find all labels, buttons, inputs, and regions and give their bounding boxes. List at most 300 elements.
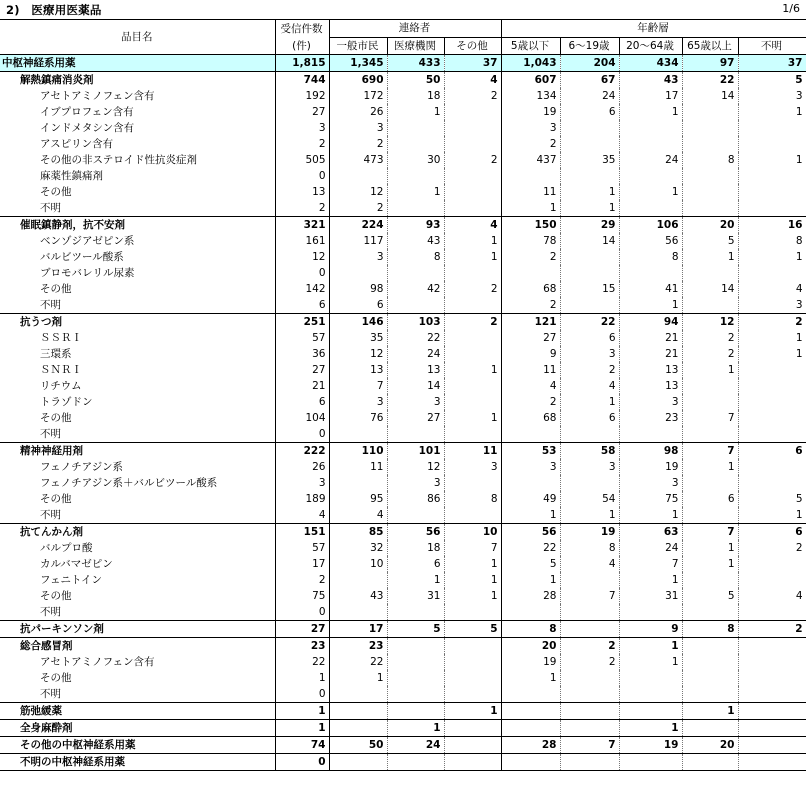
cell-public bbox=[329, 686, 387, 703]
cell-age20-64: 31 bbox=[619, 588, 682, 604]
cell-age6-19: 8 bbox=[560, 540, 619, 556]
cell-age65plus bbox=[682, 426, 738, 443]
cell-age-unknown: 4 bbox=[738, 588, 806, 604]
cell-age20-64: 21 bbox=[619, 330, 682, 346]
cell-age6-19: 6 bbox=[560, 104, 619, 120]
cell-age-unknown: 8 bbox=[738, 233, 806, 249]
cell-under5: 150 bbox=[501, 217, 560, 234]
cell-age-unknown bbox=[738, 426, 806, 443]
row-label: その他 bbox=[40, 672, 72, 684]
row-label: 精神神経用剤 bbox=[0, 443, 275, 460]
cell-under5: 1 bbox=[501, 572, 560, 588]
cell-age20-64 bbox=[619, 168, 682, 184]
cell-age6-19: 1 bbox=[560, 200, 619, 217]
cell-age6-19: 204 bbox=[560, 55, 619, 72]
row-label: 筋弛緩薬 bbox=[0, 703, 275, 720]
cell-age20-64: 1 bbox=[619, 184, 682, 200]
cell-age6-19: 19 bbox=[560, 524, 619, 541]
cell-age-unknown bbox=[738, 120, 806, 136]
cell-age6-19: 1 bbox=[560, 507, 619, 524]
row-label: その他 bbox=[40, 590, 72, 602]
cell-under5: 1,043 bbox=[501, 55, 560, 72]
subcategory-row bbox=[0, 120, 806, 136]
row-label: 三環系 bbox=[40, 348, 72, 360]
cell-other bbox=[444, 120, 501, 136]
cell-age6-19: 7 bbox=[560, 588, 619, 604]
row-label: トラゾドン bbox=[40, 396, 93, 408]
row-label: 不明 bbox=[40, 428, 61, 440]
subcategory-row bbox=[0, 410, 806, 426]
cell-age-unknown bbox=[738, 362, 806, 378]
cell-public: 690 bbox=[329, 72, 387, 89]
cell-public: 1 bbox=[329, 670, 387, 686]
cell-age-unknown: 1 bbox=[738, 346, 806, 362]
contact-group-header: 連絡者 bbox=[329, 20, 501, 38]
cell-received: 17 bbox=[275, 556, 329, 572]
cell-age65plus bbox=[682, 604, 738, 621]
cell-public bbox=[329, 426, 387, 443]
cell-age-unknown: 1 bbox=[738, 330, 806, 346]
cell-medical: 43 bbox=[387, 233, 444, 249]
cell-other bbox=[444, 265, 501, 281]
cell-under5: 9 bbox=[501, 346, 560, 362]
age-col-under5: 5歳以下 bbox=[501, 37, 560, 55]
cell-under5: 53 bbox=[501, 443, 560, 460]
cell-age65plus: 97 bbox=[682, 55, 738, 72]
cell-received: 36 bbox=[275, 346, 329, 362]
cell-medical: 1 bbox=[387, 572, 444, 588]
cell-other: 10 bbox=[444, 524, 501, 541]
cell-public bbox=[329, 168, 387, 184]
cell-age20-64: 1 bbox=[619, 572, 682, 588]
cell-other bbox=[444, 507, 501, 524]
row-label: インドメタシン含有 bbox=[40, 122, 135, 134]
cell-medical: 30 bbox=[387, 152, 444, 168]
page-number: 1/6 bbox=[782, 2, 800, 15]
cell-age20-64 bbox=[619, 136, 682, 152]
cell-age6-19 bbox=[560, 604, 619, 621]
cell-age65plus: 8 bbox=[682, 152, 738, 168]
cell-age65plus bbox=[682, 654, 738, 670]
cell-age20-64 bbox=[619, 754, 682, 771]
cell-age6-19: 1 bbox=[560, 184, 619, 200]
row-label: その他 bbox=[40, 493, 72, 505]
row-label: 不明 bbox=[40, 299, 61, 311]
cell-public bbox=[329, 703, 387, 720]
cell-other: 5 bbox=[444, 621, 501, 638]
category-row bbox=[0, 314, 806, 331]
cell-received: 321 bbox=[275, 217, 329, 234]
subcategory-row bbox=[0, 184, 806, 200]
contact-col-medical: 医療機関 bbox=[387, 37, 444, 55]
cell-public: 473 bbox=[329, 152, 387, 168]
cell-age20-64: 1 bbox=[619, 638, 682, 655]
cell-age-unknown: 5 bbox=[738, 72, 806, 89]
cell-other: 1 bbox=[444, 588, 501, 604]
subcategory-row bbox=[0, 507, 806, 524]
cell-received: 27 bbox=[275, 362, 329, 378]
cell-other: 1 bbox=[444, 556, 501, 572]
row-label: ブロモバレリル尿素 bbox=[40, 267, 135, 279]
cell-other: 2 bbox=[444, 314, 501, 331]
cell-other: 1 bbox=[444, 410, 501, 426]
category-row bbox=[0, 524, 806, 541]
subcategory-row bbox=[0, 588, 806, 604]
cell-age20-64: 21 bbox=[619, 346, 682, 362]
cell-received: 0 bbox=[275, 754, 329, 771]
cell-age-unknown bbox=[738, 737, 806, 754]
cell-age20-64 bbox=[619, 670, 682, 686]
cell-other bbox=[444, 297, 501, 314]
cell-public bbox=[329, 754, 387, 771]
cell-under5: 11 bbox=[501, 184, 560, 200]
cell-age65plus: 14 bbox=[682, 88, 738, 104]
title-bar bbox=[0, 0, 806, 19]
cell-other: 2 bbox=[444, 152, 501, 168]
cell-age-unknown bbox=[738, 200, 806, 217]
row-label: 不明 bbox=[40, 509, 61, 521]
category-row bbox=[0, 754, 806, 771]
cell-other bbox=[444, 426, 501, 443]
cell-age6-19: 3 bbox=[560, 346, 619, 362]
cell-age20-64: 17 bbox=[619, 88, 682, 104]
cell-under5: 68 bbox=[501, 410, 560, 426]
cell-other bbox=[444, 604, 501, 621]
cell-age-unknown bbox=[738, 686, 806, 703]
cell-age-unknown bbox=[738, 136, 806, 152]
cell-under5: 28 bbox=[501, 588, 560, 604]
cell-age6-19 bbox=[560, 475, 619, 491]
cell-age-unknown bbox=[738, 754, 806, 771]
cell-under5: 1 bbox=[501, 507, 560, 524]
cell-public: 1,345 bbox=[329, 55, 387, 72]
subcategory-row bbox=[0, 265, 806, 281]
cell-medical bbox=[387, 426, 444, 443]
cell-public bbox=[329, 604, 387, 621]
cell-age20-64: 98 bbox=[619, 443, 682, 460]
age-group-header: 年齢層 bbox=[501, 20, 806, 38]
cell-age65plus bbox=[682, 638, 738, 655]
cell-received: 744 bbox=[275, 72, 329, 89]
cell-medical bbox=[387, 297, 444, 314]
cell-medical: 22 bbox=[387, 330, 444, 346]
cell-public: 7 bbox=[329, 378, 387, 394]
cell-age65plus bbox=[682, 184, 738, 200]
cell-medical: 18 bbox=[387, 88, 444, 104]
cell-age-unknown bbox=[738, 572, 806, 588]
cell-medical: 56 bbox=[387, 524, 444, 541]
cell-age-unknown bbox=[738, 638, 806, 655]
cell-public: 3 bbox=[329, 120, 387, 136]
cell-age65plus: 7 bbox=[682, 443, 738, 460]
cell-age6-19 bbox=[560, 703, 619, 720]
row-label: カルバマゼピン bbox=[40, 558, 113, 570]
row-label: 総合感冒剤 bbox=[0, 638, 275, 655]
cell-medical bbox=[387, 638, 444, 655]
cell-other: 3 bbox=[444, 459, 501, 475]
cell-received: 161 bbox=[275, 233, 329, 249]
subcategory-row bbox=[0, 394, 806, 410]
cell-public bbox=[329, 572, 387, 588]
cell-medical bbox=[387, 200, 444, 217]
cell-public: 4 bbox=[329, 507, 387, 524]
cell-age20-64: 1 bbox=[619, 720, 682, 737]
cell-age-unknown: 2 bbox=[738, 540, 806, 556]
cell-received: 1 bbox=[275, 703, 329, 720]
cell-received: 0 bbox=[275, 604, 329, 621]
subcategory-row bbox=[0, 168, 806, 184]
cell-under5 bbox=[501, 703, 560, 720]
cell-public: 23 bbox=[329, 638, 387, 655]
cell-received: 6 bbox=[275, 297, 329, 314]
cell-age-unknown bbox=[738, 670, 806, 686]
cell-other: 8 bbox=[444, 491, 501, 507]
cell-age6-19: 54 bbox=[560, 491, 619, 507]
cell-under5: 49 bbox=[501, 491, 560, 507]
cell-other: 1 bbox=[444, 362, 501, 378]
cell-age65plus: 22 bbox=[682, 72, 738, 89]
cell-medical: 12 bbox=[387, 459, 444, 475]
cell-medical bbox=[387, 754, 444, 771]
cell-age-unknown: 4 bbox=[738, 281, 806, 297]
row-label: アスピリン含有 bbox=[40, 138, 114, 150]
cell-age65plus: 2 bbox=[682, 330, 738, 346]
poison-inquiry-table bbox=[0, 19, 806, 771]
cell-age-unknown bbox=[738, 168, 806, 184]
cell-age20-64: 24 bbox=[619, 540, 682, 556]
row-label: 抗パーキンソン剤 bbox=[0, 621, 275, 638]
cell-age65plus: 12 bbox=[682, 314, 738, 331]
subcategory-row bbox=[0, 556, 806, 572]
cell-age65plus: 1 bbox=[682, 249, 738, 265]
cell-medical bbox=[387, 168, 444, 184]
cell-public: 26 bbox=[329, 104, 387, 120]
cell-medical: 18 bbox=[387, 540, 444, 556]
cell-public: 50 bbox=[329, 737, 387, 754]
cell-under5: 5 bbox=[501, 556, 560, 572]
cell-age65plus: 7 bbox=[682, 410, 738, 426]
cell-received: 1,815 bbox=[275, 55, 329, 72]
row-label: その他 bbox=[40, 283, 72, 295]
cell-public: 3 bbox=[329, 249, 387, 265]
cell-public bbox=[329, 720, 387, 737]
subcategory-row bbox=[0, 426, 806, 443]
cell-age-unknown bbox=[738, 410, 806, 426]
cell-age20-64: 106 bbox=[619, 217, 682, 234]
cell-age6-19 bbox=[560, 572, 619, 588]
cell-age20-64: 23 bbox=[619, 410, 682, 426]
subcategory-row bbox=[0, 362, 806, 378]
cell-received: 74 bbox=[275, 737, 329, 754]
cell-age6-19 bbox=[560, 297, 619, 314]
row-label: アセトアミノフェン含有 bbox=[40, 90, 155, 102]
cell-other bbox=[444, 737, 501, 754]
age-col-unknown: 不明 bbox=[738, 37, 806, 55]
cell-medical: 86 bbox=[387, 491, 444, 507]
cell-age20-64: 13 bbox=[619, 362, 682, 378]
cell-age20-64: 434 bbox=[619, 55, 682, 72]
cell-other bbox=[444, 670, 501, 686]
cell-medical: 27 bbox=[387, 410, 444, 426]
cell-age-unknown: 16 bbox=[738, 217, 806, 234]
cell-age65plus: 1 bbox=[682, 459, 738, 475]
cell-other bbox=[444, 330, 501, 346]
cell-public: 117 bbox=[329, 233, 387, 249]
contact-col-other: その他 bbox=[444, 37, 501, 55]
cell-age6-19: 2 bbox=[560, 654, 619, 670]
cell-age6-19 bbox=[560, 670, 619, 686]
row-label: ベンゾジアゼピン系 bbox=[40, 235, 135, 247]
cell-medical bbox=[387, 703, 444, 720]
cell-age6-19 bbox=[560, 686, 619, 703]
cell-age6-19: 24 bbox=[560, 88, 619, 104]
cell-public: 2 bbox=[329, 200, 387, 217]
cell-other bbox=[444, 394, 501, 410]
cell-age-unknown bbox=[738, 378, 806, 394]
cell-age6-19: 7 bbox=[560, 737, 619, 754]
cell-age6-19: 35 bbox=[560, 152, 619, 168]
cell-received: 189 bbox=[275, 491, 329, 507]
cell-under5: 121 bbox=[501, 314, 560, 331]
cell-other: 1 bbox=[444, 703, 501, 720]
cell-public bbox=[329, 265, 387, 281]
cell-age65plus bbox=[682, 136, 738, 152]
row-label: フェニトイン bbox=[40, 574, 102, 586]
cell-public: 224 bbox=[329, 217, 387, 234]
cell-age65plus bbox=[682, 104, 738, 120]
cell-medical: 1 bbox=[387, 104, 444, 120]
cell-received: 3 bbox=[275, 120, 329, 136]
row-label: 不明 bbox=[40, 688, 61, 700]
cell-received: 142 bbox=[275, 281, 329, 297]
cell-medical bbox=[387, 120, 444, 136]
cell-under5 bbox=[501, 168, 560, 184]
cell-age65plus: 6 bbox=[682, 491, 738, 507]
cell-medical: 13 bbox=[387, 362, 444, 378]
cell-age6-19 bbox=[560, 621, 619, 638]
cell-public: 172 bbox=[329, 88, 387, 104]
cell-medical: 3 bbox=[387, 394, 444, 410]
cell-under5 bbox=[501, 604, 560, 621]
item-name-header: 品目名 bbox=[0, 20, 275, 55]
cell-under5: 28 bbox=[501, 737, 560, 754]
cell-received: 151 bbox=[275, 524, 329, 541]
cell-other bbox=[444, 638, 501, 655]
row-label: バルプロ酸 bbox=[40, 542, 93, 554]
cell-age20-64 bbox=[619, 265, 682, 281]
row-label: アセトアミノフェン含有 bbox=[40, 656, 155, 668]
age-col-65plus: 65歳以上 bbox=[682, 37, 738, 55]
cell-received: 1 bbox=[275, 720, 329, 737]
subcategory-row bbox=[0, 88, 806, 104]
cell-age6-19: 6 bbox=[560, 410, 619, 426]
cell-public: 17 bbox=[329, 621, 387, 638]
cell-under5 bbox=[501, 754, 560, 771]
cell-received: 12 bbox=[275, 249, 329, 265]
cell-age20-64: 3 bbox=[619, 394, 682, 410]
cell-age20-64: 3 bbox=[619, 475, 682, 491]
cell-age65plus bbox=[682, 200, 738, 217]
cell-age20-64: 56 bbox=[619, 233, 682, 249]
cell-age6-19 bbox=[560, 426, 619, 443]
cell-other bbox=[444, 104, 501, 120]
cell-received: 104 bbox=[275, 410, 329, 426]
cell-other bbox=[444, 200, 501, 217]
cell-age65plus: 1 bbox=[682, 540, 738, 556]
cell-public: 12 bbox=[329, 184, 387, 200]
category-row bbox=[0, 443, 806, 460]
cell-medical: 50 bbox=[387, 72, 444, 89]
cell-age20-64: 1 bbox=[619, 297, 682, 314]
cell-received: 21 bbox=[275, 378, 329, 394]
cell-age65plus bbox=[682, 168, 738, 184]
cell-other bbox=[444, 184, 501, 200]
cell-under5: 3 bbox=[501, 120, 560, 136]
subcategory-row bbox=[0, 491, 806, 507]
cell-public: 43 bbox=[329, 588, 387, 604]
cell-age-unknown bbox=[738, 475, 806, 491]
cell-public: 95 bbox=[329, 491, 387, 507]
cell-age6-19 bbox=[560, 136, 619, 152]
cell-age65plus bbox=[682, 686, 738, 703]
cell-age6-19: 2 bbox=[560, 362, 619, 378]
received-header-line1: 受信件数 bbox=[275, 20, 329, 38]
cell-age6-19 bbox=[560, 168, 619, 184]
cell-received: 26 bbox=[275, 459, 329, 475]
cell-medical: 3 bbox=[387, 475, 444, 491]
cell-age20-64 bbox=[619, 120, 682, 136]
cell-age-unknown bbox=[738, 265, 806, 281]
row-label: 解熱鎮痛消炎剤 bbox=[0, 72, 275, 89]
cell-age6-19: 1 bbox=[560, 394, 619, 410]
cell-medical: 93 bbox=[387, 217, 444, 234]
cell-other bbox=[444, 168, 501, 184]
cell-age6-19: 14 bbox=[560, 233, 619, 249]
cell-under5: 3 bbox=[501, 459, 560, 475]
cell-medical: 1 bbox=[387, 184, 444, 200]
row-label: ＳＳＲＩ bbox=[40, 332, 82, 344]
cell-medical bbox=[387, 265, 444, 281]
cell-medical: 1 bbox=[387, 720, 444, 737]
cell-under5: 19 bbox=[501, 654, 560, 670]
cell-medical: 103 bbox=[387, 314, 444, 331]
cell-age6-19: 67 bbox=[560, 72, 619, 89]
cell-age-unknown: 1 bbox=[738, 152, 806, 168]
cell-under5: 2 bbox=[501, 394, 560, 410]
cell-age65plus bbox=[682, 572, 738, 588]
category-row bbox=[0, 217, 806, 234]
table-body bbox=[0, 55, 806, 771]
subcategory-row bbox=[0, 200, 806, 217]
cell-received: 251 bbox=[275, 314, 329, 331]
cell-age-unknown: 6 bbox=[738, 443, 806, 460]
cell-under5: 19 bbox=[501, 104, 560, 120]
cell-received: 1 bbox=[275, 670, 329, 686]
cell-received: 13 bbox=[275, 184, 329, 200]
cell-under5: 20 bbox=[501, 638, 560, 655]
row-label: その他の非ステロイド性抗炎症剤 bbox=[40, 154, 197, 166]
cell-age65plus bbox=[682, 297, 738, 314]
cell-age20-64: 41 bbox=[619, 281, 682, 297]
cell-age6-19: 4 bbox=[560, 378, 619, 394]
cell-medical: 8 bbox=[387, 249, 444, 265]
cell-under5: 11 bbox=[501, 362, 560, 378]
cell-under5: 22 bbox=[501, 540, 560, 556]
cell-age20-64: 63 bbox=[619, 524, 682, 541]
cell-age65plus: 14 bbox=[682, 281, 738, 297]
section-title: 2) 医療用医薬品 bbox=[6, 3, 102, 17]
cell-medical bbox=[387, 654, 444, 670]
